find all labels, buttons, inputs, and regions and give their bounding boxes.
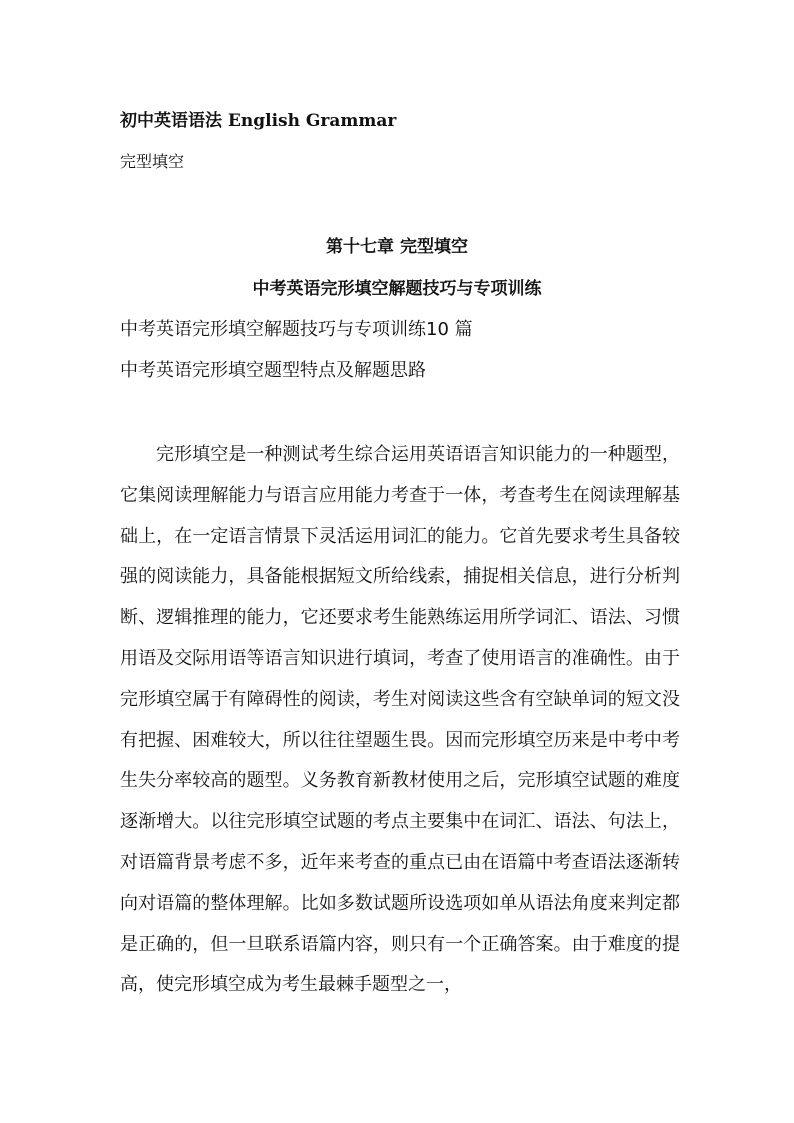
body-paragraph: 完形填空是一种测试考生综合运用英语语言知识能力的一种题型，它集阅读理解能力与语言应用能力考查于一体，考查考生在阅读理解基础上，在一定语言情景下灵活运用词汇的能力。它首先要求考生具备较强的阅读能力，具备能根据短文所给线索，捕捉相关信息，进行分析判断、逻辑推理的能力，它还要求考生能熟练运用所学词汇、语法、习惯用语及交际用语等语言知识进行填词，考查了使用语言的准确性。由于完形填空属于有障碍性的阅读，考生对阅读这些含有空缺单词的短文没有把握、困难较大，所以往往望题生畏。因而完形填空历来是中考中考生失分率较高的题型。义务教育新教材使用之后，完形填空试题的难度逐渐增大。以往完形填空试题的考点主要集中在词汇、语法、句法上，对语篇背景考虑不多，近年来考查的重点已由在语篇中考查语法逐渐转向对语篇的整体理解。比如多数试题所设选项如单从语法角度来判定都是正确的，但一旦联系语篇内容，则只有一个正确答案。由于难度的提高，使完形填空成为考生最棘手题型之一， xyxy=(120,444,680,996)
section-subtitle: 完型填空 xyxy=(120,152,185,171)
chapter-title: 第十七章 完型填空 xyxy=(326,237,468,257)
topic-line-1: 中考英语完形填空解题技巧与专项训练10 篇 xyxy=(120,319,473,340)
chapter-subtitle: 中考英语完形填空解题技巧与专项训练 xyxy=(252,279,542,299)
header-title: 初中英语语法 English Grammar xyxy=(120,111,397,131)
topic-line-2: 中考英语完形填空题型特点及解题思路 xyxy=(120,360,426,381)
